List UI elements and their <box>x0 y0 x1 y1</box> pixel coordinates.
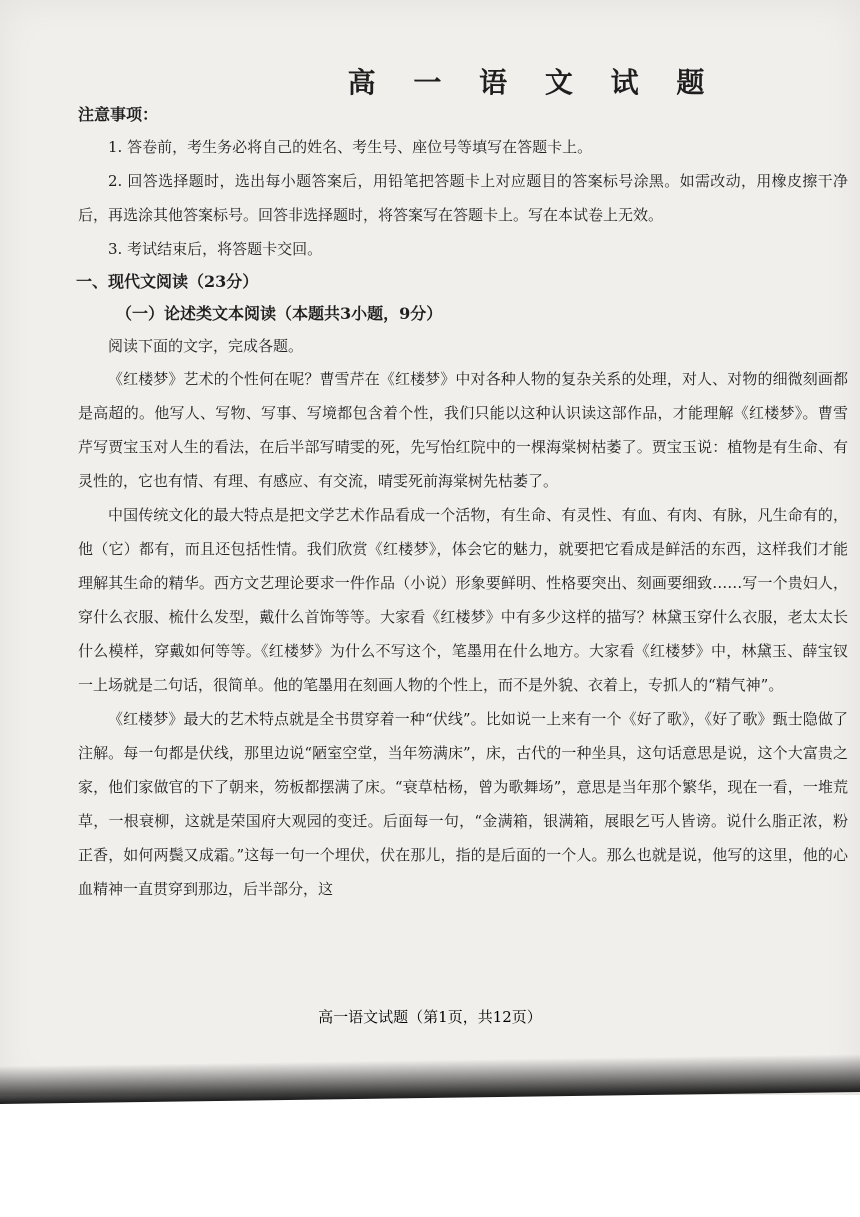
section-heading: 一、现代文阅读（23分） <box>76 272 259 291</box>
page-title: 高 一 语 文 试 题 <box>347 66 719 99</box>
passage-paragraph-1: 《红楼梦》艺术的个性何在呢？曹雪芹在《红楼梦》中对各种人物的复杂关系的处理，对人、对物的细微刻画都是高超的。他写人、写物、写事、写境都包含着个性，我们只能以这种认识读这部作品，才能理解《红楼梦》。曹雪芹写贾宝玉对人生的看法，在后半部写晴雯的死，先写怡红院中的一棵海棠树枯萎了。贾宝玉说：植物是有生命、有灵性的，它也有情、有理、有感应、有交流，晴雯死前海棠树先枯萎了。 <box>78 370 848 490</box>
notice-heading: 注意事项： <box>78 105 159 124</box>
notice-item-2: 2. 回答选择题时，选出每小题答案后，用铅笔把答题卡上对应题目的答案标号涂黑。如需改动，用橡皮擦干净后，再选涂其他答案标号。回答非选择题时，将答案写在答题卡上。写在本试卷上无效。 <box>78 172 848 224</box>
scan-edge-shadow <box>0 1054 860 1104</box>
notice-item-3: 3. 考试结束后，将答题卡交回。 <box>108 240 323 258</box>
page-content <box>78 58 848 906</box>
passage-paragraph-2: 中国传统文化的最大特点是把文学艺术作品看成一个活物，有生命、有灵性、有血、有肉、有脉，凡生命有的，他（它）都有，而且还包括性情。我们欣赏《红楼梦》，体会它的魅力，就要把它看成是鲜活的东西，这样我们才能理解其生命的精华。西方文艺理论要求一件作品（小说）形象要鲜明、性格要突出、刻画要细致……写一个贵妇人，穿什么衣服、梳什么发型，戴什么首饰等等。大家看《红楼梦》中有多少这样的描写？林黛玉穿什么衣服，老太太长什么模样，穿戴如何等等。《红楼梦》为什么不写这个，笔墨用在什么地方。大家看《红楼梦》中，林黛玉、薛宝钗一上场就是二句话，很简单。他的笔墨用在刻画人物的个性上，而不是外貌、衣着上，专抓人的“精气神”。 <box>78 506 848 694</box>
notice-item-1: 1. 答卷前，考生务必将自己的姓名、考生号、座位号等填写在答题卡上。 <box>108 138 593 156</box>
page-footer: 高一语文试题（第1页，共12页） <box>318 1008 542 1026</box>
passage-paragraph-3: 《红楼梦》最大的艺术特点就是全书贯穿着一种“伏线”。比如说一上来有一个《好了歌》，《好了歌》甄士隐做了注解。每一句都是伏线，那里边说“陋室空堂，当年笏满床”，床，古代的一种坐具，这句话意思是说，这个大富贵之家，他们家做官的下了朝来，笏板都摆满了床。“衰草枯杨，曾为歌舞场”，意思是当年那个繁华，现在一看，一堆荒草，一根衰柳，这就是荣国府大观园的变迁。后面每一句，“金满箱，银满箱，展眼乞丐人皆谤。说什么脂正浓，粉正香，如何两鬓又成霜。”这每一句一个埋伏，伏在那儿，指的是后面的一个人。那么也就是说，他写的这里，他的心血精神一直贯穿到那边，后半部分，这 <box>78 710 848 898</box>
subsection-heading: （一）论述类文本阅读（本题共3小题，9分） <box>116 304 443 323</box>
reading-instruction: 阅读下面的文字，完成各题。 <box>108 337 304 355</box>
